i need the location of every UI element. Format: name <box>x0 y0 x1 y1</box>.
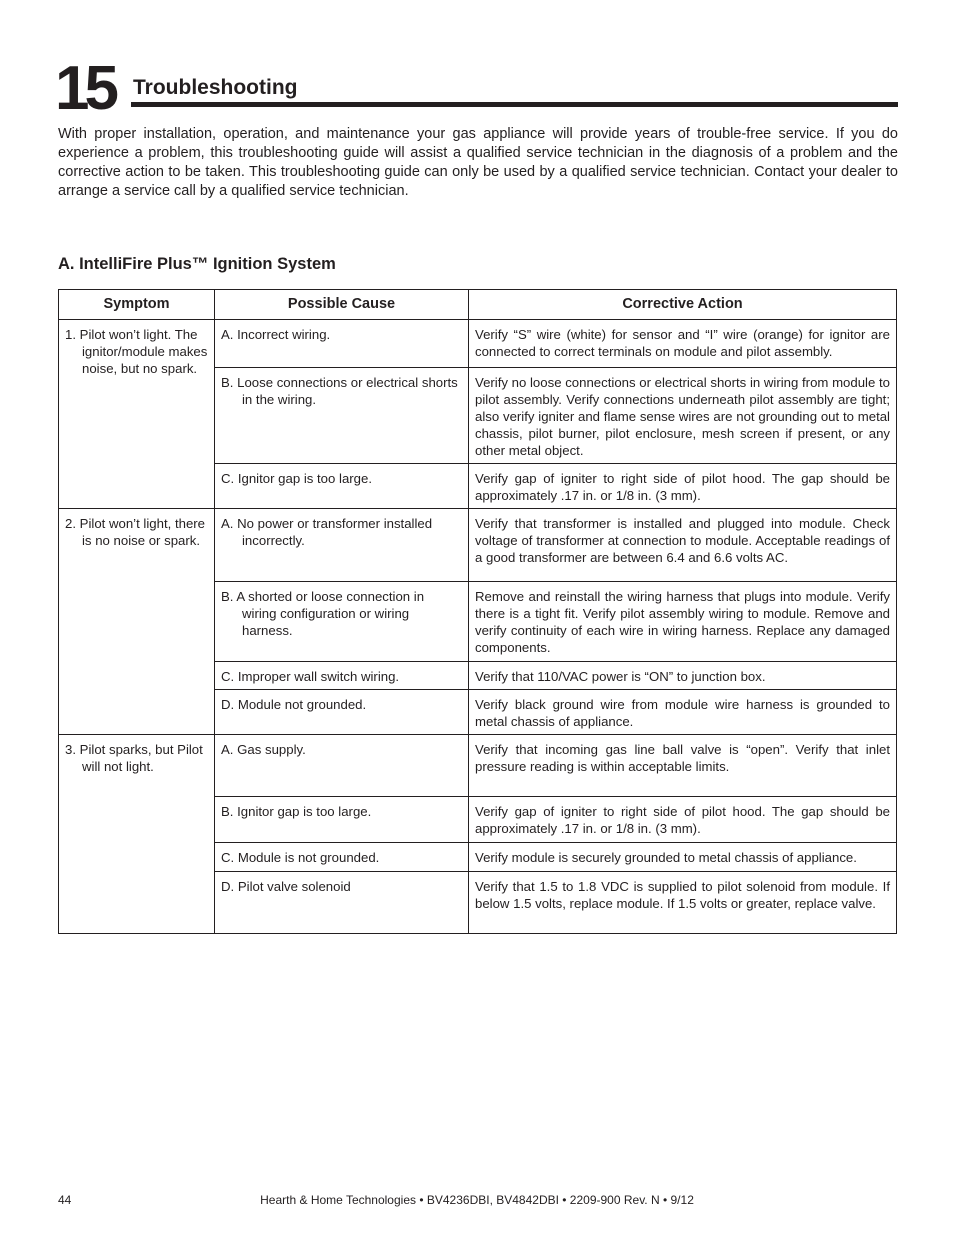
cause-cell <box>215 872 469 934</box>
table-row <box>59 735 897 797</box>
title-rule <box>131 102 898 107</box>
action-cell: Verify that 1.5 to 1.8 VDC is supplied to pilot solenoid from module. If below 1.5 volts, replace module. If 1.5 volts or greater, replace valve. <box>469 872 897 934</box>
symptom-text: 1. Pilot won’t light. The ignitor/module makes noise, but no spark. <box>65 327 208 376</box>
cause-cell <box>215 509 469 582</box>
cause-text: A. Gas supply. <box>221 742 306 757</box>
action-cell: Verify that 110/VAC power is “ON” to junction box. <box>469 662 897 690</box>
cause-cell <box>215 735 469 797</box>
cause-text: B. Ignitor gap is too large. <box>221 804 372 819</box>
troubleshooting-table <box>58 289 897 934</box>
cause-cell <box>215 582 469 662</box>
cause-text: C. Ignitor gap is too large. <box>221 471 373 486</box>
cause-cell <box>215 320 469 368</box>
header-corrective-action: Corrective Action <box>469 290 897 320</box>
footer-text: Hearth & Home Technologies • BV4236DBI, BV4842DBI • 2209-900 Rev. N • 9/12 <box>260 1193 694 1207</box>
symptom-text: 3. Pilot sparks, but Pilot will not light. <box>65 742 203 774</box>
action-cell: Verify no loose connections or electrical shorts in wiring from module to pilot assembly. Verify connections underneath pilot assembly are tight; also verify igniter and flame sense wires are not grounding out to metal chassis, pilot burner, pilot enclosure, mesh screen if present, or any other metal object. <box>469 368 897 464</box>
cause-cell <box>215 464 469 509</box>
cause-text: D. Module not grounded. <box>221 697 367 712</box>
section-title: A. IntelliFire Plus™ Ignition System <box>58 255 336 273</box>
cause-text: D. Pilot valve solenoid <box>221 879 351 894</box>
action-cell: Verify gap of igniter to right side of pilot hood. The gap should be approximately .17 in. or 1/8 in. (3 mm). <box>469 464 897 509</box>
chapter-number: 15 <box>55 54 114 123</box>
cause-cell <box>215 690 469 735</box>
cause-text: A. No power or transformer installed incorrectly. <box>221 516 433 548</box>
table-row <box>59 509 897 582</box>
header-possible-cause: Possible Cause <box>215 290 469 320</box>
action-cell: Remove and reinstall the wiring harness that plugs into module. Verify there is a tight fit. Verify pilot assembly wiring to module. Remove and verify continuity of each wire in wiring harness. Replace any damaged components. <box>469 582 897 662</box>
symptom-cell <box>59 509 215 735</box>
table-row <box>59 320 897 368</box>
page-number: 44 <box>58 1193 72 1207</box>
symptom-cell <box>59 320 215 509</box>
symptom-text: 2. Pilot won’t light, there is no noise or spark. <box>65 516 206 548</box>
intro-paragraph: With proper installation, operation, and maintenance your gas appliance will provide years of trouble-free service. If you do experience a problem, this troubleshooting guide will assist a qualified service technician in the diagnosis of a problem and the corrective action to be taken. This troubleshooting guide can only be used by a qualified service technician. Contact your dealer to arrange a service call by a qualified service technician. <box>58 126 898 199</box>
action-cell: Verify module is securely grounded to metal chassis of appliance. <box>469 843 897 872</box>
cause-text: C. Module is not grounded. <box>221 850 380 865</box>
action-cell: Verify gap of igniter to right side of pilot hood. The gap should be approximately .17 in. or 1/8 in. (3 mm). <box>469 797 897 843</box>
cause-text: C. Improper wall switch wiring. <box>221 669 400 684</box>
action-cell: Verify that transformer is installed and plugged into module. Check voltage of transformer at connection to module. Acceptable readings of a good transformer are between 6.4 and 6.6 volts AC. <box>469 509 897 582</box>
header-symptom: Symptom <box>59 290 215 320</box>
table-header-row <box>59 290 897 320</box>
cause-cell <box>215 843 469 872</box>
cause-cell <box>215 368 469 464</box>
action-cell: Verify “S” wire (white) for sensor and “I” wire (orange) for ignitor are connected to correct terminals on module and pilot assembly. <box>469 320 897 368</box>
cause-cell <box>215 797 469 843</box>
cause-cell <box>215 662 469 690</box>
chapter-title: Troubleshooting <box>133 76 298 99</box>
symptom-cell <box>59 735 215 934</box>
cause-text: B. A shorted or loose connection in wiring configuration or wiring harness. <box>221 589 425 638</box>
cause-text: A. Incorrect wiring. <box>221 327 331 342</box>
action-cell: Verify that incoming gas line ball valve is “open”. Verify that inlet pressure reading is within acceptable limits. <box>469 735 897 797</box>
action-cell: Verify black ground wire from module wire harness is grounded to metal chassis of appliance. <box>469 690 897 735</box>
cause-text: B. Loose connections or electrical shorts in the wiring. <box>221 375 458 407</box>
